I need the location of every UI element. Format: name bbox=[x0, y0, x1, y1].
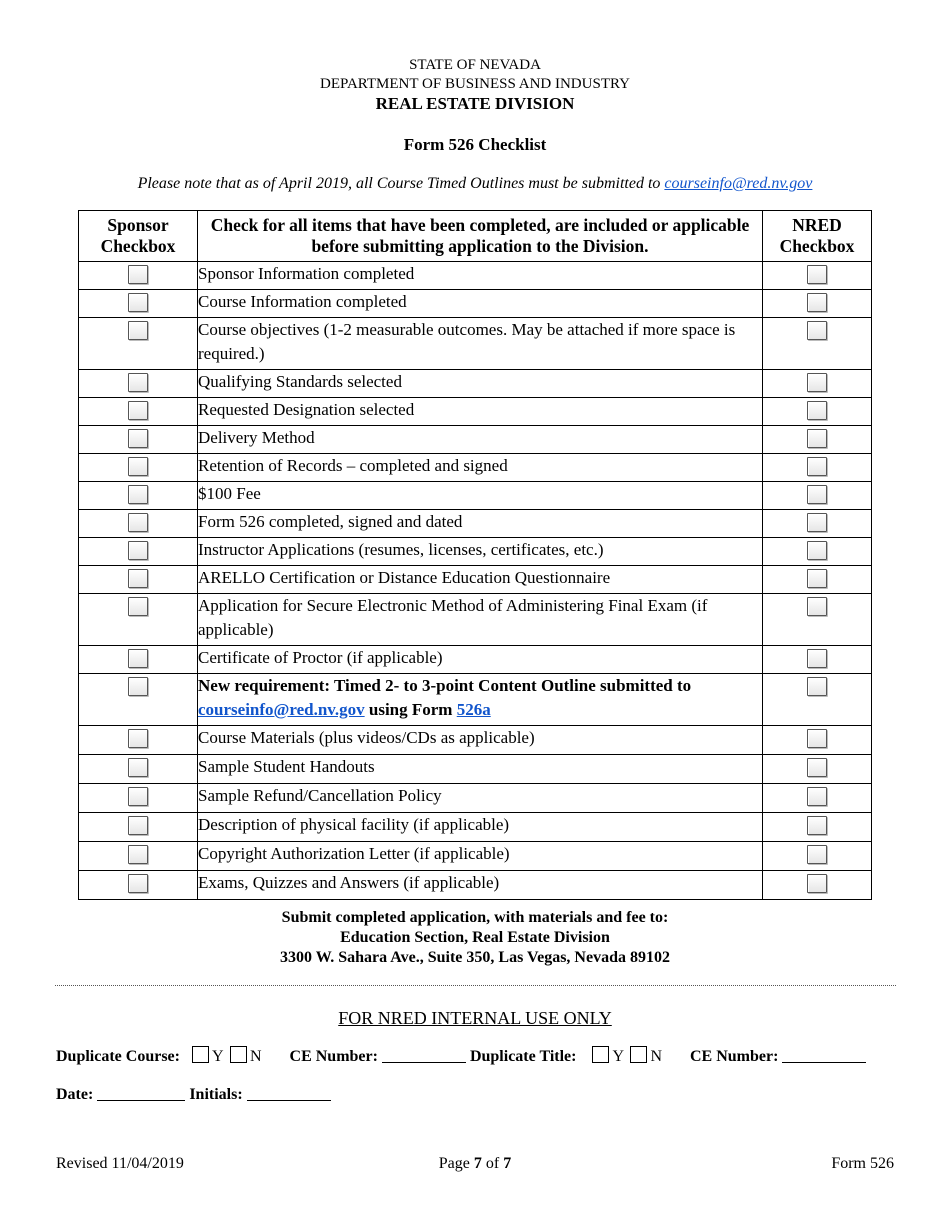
sponsor-checkbox-cell bbox=[79, 784, 198, 813]
sponsor-checkbox[interactable] bbox=[128, 321, 148, 340]
submit-line-2: Education Section, Real Estate Division bbox=[340, 929, 610, 946]
nred-checkbox[interactable] bbox=[807, 569, 827, 588]
sponsor-checkbox-cell bbox=[79, 426, 198, 454]
checklist-row bbox=[79, 426, 872, 454]
nred-checkbox[interactable] bbox=[807, 677, 827, 696]
checklist-row bbox=[79, 813, 872, 842]
checklist-header-row bbox=[79, 211, 872, 262]
nred-checkbox-cell bbox=[763, 482, 872, 510]
nred-checkbox-cell bbox=[763, 262, 872, 290]
sponsor-checkbox-cell bbox=[79, 871, 198, 900]
sponsor-checkbox-cell bbox=[79, 594, 198, 646]
sponsor-checkbox[interactable] bbox=[128, 787, 148, 806]
internal-use-title: FOR NRED INTERNAL USE ONLY bbox=[338, 1008, 612, 1028]
form-number: Form 526 bbox=[831, 1155, 894, 1172]
nred-checkbox-cell bbox=[763, 290, 872, 318]
nred-checkbox-cell bbox=[763, 398, 872, 426]
nred-checkbox[interactable] bbox=[807, 787, 827, 806]
checklist-item: Sample Refund/Cancellation Policy bbox=[198, 784, 763, 813]
checklist-row bbox=[79, 398, 872, 426]
nred-checkbox[interactable] bbox=[807, 293, 827, 312]
checklist-row bbox=[79, 594, 872, 646]
sponsor-checkbox[interactable] bbox=[128, 541, 148, 560]
timed-outline-note bbox=[0, 175, 950, 193]
nred-checkbox-cell bbox=[763, 594, 872, 646]
duplicate-title-no-label: N bbox=[650, 1048, 662, 1065]
checklist-item: Sponsor Information completed bbox=[198, 262, 763, 290]
revised-date: Revised 11/04/2019 bbox=[56, 1155, 184, 1172]
items-header: Check for all items that have been completed, are included or applicable before submitting application to the Division. bbox=[198, 211, 763, 262]
nred-checkbox-cell bbox=[763, 538, 872, 566]
sponsor-checkbox[interactable] bbox=[128, 649, 148, 668]
sponsor-checkbox-cell bbox=[79, 454, 198, 482]
nred-checkbox-cell bbox=[763, 318, 872, 370]
ce-number-field-2[interactable] bbox=[782, 1048, 866, 1063]
checklist-row bbox=[79, 318, 872, 370]
department-name: DEPARTMENT OF BUSINESS AND INDUSTRY bbox=[320, 76, 630, 92]
nred-checkbox[interactable] bbox=[807, 265, 827, 284]
sponsor-checkbox-cell bbox=[79, 370, 198, 398]
duplicate-course-no-checkbox[interactable] bbox=[230, 1046, 247, 1063]
sponsor-checkbox[interactable] bbox=[128, 758, 148, 777]
checklist-item: Description of physical facility (if applicable) bbox=[198, 813, 763, 842]
checklist-item: Retention of Records – completed and signed bbox=[198, 454, 763, 482]
duplicate-course-yes-label: Y bbox=[211, 1048, 223, 1065]
nred-checkbox-cell bbox=[763, 871, 872, 900]
nred-checkbox[interactable] bbox=[807, 541, 827, 560]
sponsor-checkbox[interactable] bbox=[128, 729, 148, 748]
nred-checkbox[interactable] bbox=[807, 845, 827, 864]
sponsor-checkbox-cell bbox=[79, 674, 198, 726]
sponsor-checkbox-cell bbox=[79, 538, 198, 566]
internal-row-duplicates bbox=[56, 1046, 866, 1066]
sponsor-checkbox-cell bbox=[79, 398, 198, 426]
nred-checkbox-cell bbox=[763, 646, 872, 674]
checklist-row bbox=[79, 454, 872, 482]
new-requirement-text: New requirement: Timed 2- to 3-point Content Outline submitted to bbox=[198, 676, 692, 695]
checklist-row bbox=[79, 482, 872, 510]
internal-row-date bbox=[56, 1086, 331, 1104]
checklist-row bbox=[79, 262, 872, 290]
nred-checkbox-cell bbox=[763, 755, 872, 784]
sponsor-checkbox-cell bbox=[79, 566, 198, 594]
sponsor-checkbox[interactable] bbox=[128, 485, 148, 504]
nred-checkbox-cell bbox=[763, 784, 872, 813]
submit-line-3: 3300 W. Sahara Ave., Suite 350, Las Vegas, Nevada 89102 bbox=[280, 949, 670, 966]
sponsor-checkbox[interactable] bbox=[128, 513, 148, 532]
sponsor-checkbox-cell bbox=[79, 510, 198, 538]
nred-checkbox-cell bbox=[763, 426, 872, 454]
checklist-row bbox=[79, 784, 872, 813]
nred-checkbox-header: NRED Checkbox bbox=[763, 211, 872, 262]
sponsor-checkbox-cell bbox=[79, 755, 198, 784]
sponsor-checkbox[interactable] bbox=[128, 816, 148, 835]
date-label: Date: bbox=[56, 1086, 94, 1103]
sponsor-checkbox[interactable] bbox=[128, 293, 148, 312]
sponsor-checkbox[interactable] bbox=[128, 677, 148, 696]
sponsor-checkbox[interactable] bbox=[128, 401, 148, 420]
sponsor-checkbox[interactable] bbox=[128, 569, 148, 588]
submit-line-1: Submit completed application, with materials and fee to: bbox=[281, 909, 669, 926]
new-requirement-middle: using Form bbox=[364, 700, 457, 719]
checklist-item: Course objectives (1-2 measurable outcomes. May be attached if more space is required.) bbox=[198, 318, 763, 370]
sponsor-checkbox[interactable] bbox=[128, 457, 148, 476]
nred-checkbox[interactable] bbox=[807, 597, 827, 616]
checklist-row bbox=[79, 871, 872, 900]
duplicate-title-yes-label: Y bbox=[612, 1048, 624, 1065]
ce-number-label-1: CE Number: bbox=[289, 1048, 378, 1065]
checklist-item: Application for Secure Electronic Method of Administering Final Exam (if applicable) bbox=[198, 594, 763, 646]
checklist-item: Copyright Authorization Letter (if applicable) bbox=[198, 842, 763, 871]
checklist-row bbox=[79, 755, 872, 784]
checklist-item: ARELLO Certification or Distance Education Questionnaire bbox=[198, 566, 763, 594]
sponsor-checkbox-cell bbox=[79, 262, 198, 290]
nred-checkbox-cell bbox=[763, 370, 872, 398]
nred-checkbox[interactable] bbox=[807, 373, 827, 392]
checklist-row bbox=[79, 726, 872, 755]
checklist-item: Requested Designation selected bbox=[198, 398, 763, 426]
nred-checkbox-cell bbox=[763, 510, 872, 538]
nred-checkbox[interactable] bbox=[807, 649, 827, 668]
nred-checkbox-cell bbox=[763, 566, 872, 594]
nred-checkbox-cell bbox=[763, 842, 872, 871]
page-number: Page 7 of 7 bbox=[438, 1155, 512, 1172]
nred-checkbox-cell bbox=[763, 726, 872, 755]
checklist-item: Instructor Applications (resumes, licenses, certificates, etc.) bbox=[198, 538, 763, 566]
new-requirement-email-link[interactable]: courseinfo@red.nv.gov bbox=[198, 700, 365, 719]
dotted-divider bbox=[55, 985, 896, 986]
sponsor-checkbox[interactable] bbox=[128, 265, 148, 284]
nred-checkbox-cell bbox=[763, 454, 872, 482]
checklist-item: Form 526 completed, signed and dated bbox=[198, 510, 763, 538]
nred-checkbox[interactable] bbox=[807, 816, 827, 835]
form-title: Form 526 Checklist bbox=[403, 135, 547, 154]
nred-checkbox[interactable] bbox=[807, 758, 827, 777]
checklist-item: Qualifying Standards selected bbox=[198, 370, 763, 398]
nred-checkbox[interactable] bbox=[807, 457, 827, 476]
checklist-row bbox=[79, 646, 872, 674]
document-header bbox=[0, 56, 950, 114]
sponsor-checkbox-header: Sponsor Checkbox bbox=[79, 211, 198, 262]
checklist-item: Course Materials (plus videos/CDs as applicable) bbox=[198, 726, 763, 755]
sponsor-checkbox[interactable] bbox=[128, 845, 148, 864]
checklist-table bbox=[78, 210, 872, 900]
sponsor-checkbox-cell bbox=[79, 482, 198, 510]
submit-instructions bbox=[0, 908, 950, 968]
checklist-row bbox=[79, 290, 872, 318]
courseinfo-email-link[interactable]: courseinfo@red.nv.gov bbox=[664, 175, 813, 192]
checklist-row bbox=[79, 510, 872, 538]
nred-checkbox[interactable] bbox=[807, 513, 827, 532]
nred-checkbox[interactable] bbox=[807, 321, 827, 340]
sponsor-checkbox[interactable] bbox=[128, 373, 148, 392]
checklist-item: Course Information completed bbox=[198, 290, 763, 318]
sponsor-checkbox-cell bbox=[79, 646, 198, 674]
checklist-item: Delivery Method bbox=[198, 426, 763, 454]
checklist-row bbox=[79, 674, 872, 726]
sponsor-checkbox-cell bbox=[79, 290, 198, 318]
nred-checkbox[interactable] bbox=[807, 874, 827, 893]
checklist-item: $100 Fee bbox=[198, 482, 763, 510]
checklist-item bbox=[198, 674, 763, 726]
note-text: Please note that as of April 2019, all Course Timed Outlines must be submitted to bbox=[137, 175, 665, 192]
duplicate-title-label: Duplicate Title: bbox=[469, 1048, 577, 1065]
duplicate-title-yes-checkbox[interactable] bbox=[592, 1046, 609, 1063]
checklist-item: Certificate of Proctor (if applicable) bbox=[198, 646, 763, 674]
sponsor-checkbox[interactable] bbox=[128, 597, 148, 616]
sponsor-checkbox-cell bbox=[79, 726, 198, 755]
nred-checkbox[interactable] bbox=[807, 401, 827, 420]
ce-number-label-2: CE Number: bbox=[690, 1048, 779, 1065]
nred-checkbox[interactable] bbox=[807, 429, 827, 448]
state-name: STATE OF NEVADA bbox=[409, 57, 541, 73]
sponsor-checkbox[interactable] bbox=[128, 874, 148, 893]
duplicate-course-no-label: N bbox=[249, 1048, 262, 1065]
nred-checkbox[interactable] bbox=[807, 729, 827, 748]
sponsor-checkbox-cell bbox=[79, 813, 198, 842]
nred-checkbox[interactable] bbox=[807, 485, 827, 504]
sponsor-checkbox-cell bbox=[79, 318, 198, 370]
checklist-item: Exams, Quizzes and Answers (if applicable) bbox=[198, 871, 763, 900]
duplicate-course-yes-checkbox[interactable] bbox=[192, 1046, 209, 1063]
date-field[interactable] bbox=[97, 1086, 185, 1101]
nred-checkbox-cell bbox=[763, 674, 872, 726]
initials-label: Initials: bbox=[189, 1086, 243, 1103]
form-526a-link[interactable]: 526a bbox=[456, 700, 491, 719]
sponsor-checkbox-cell bbox=[79, 842, 198, 871]
division-name: REAL ESTATE DIVISION bbox=[375, 94, 575, 113]
checklist-row bbox=[79, 842, 872, 871]
ce-number-field-1[interactable] bbox=[382, 1048, 466, 1063]
initials-field[interactable] bbox=[247, 1086, 331, 1101]
nred-checkbox-cell bbox=[763, 813, 872, 842]
duplicate-title-no-checkbox[interactable] bbox=[630, 1046, 647, 1063]
checklist-row bbox=[79, 370, 872, 398]
checklist-item: Sample Student Handouts bbox=[198, 755, 763, 784]
checklist-row bbox=[79, 538, 872, 566]
sponsor-checkbox[interactable] bbox=[128, 429, 148, 448]
duplicate-course-label: Duplicate Course: bbox=[56, 1048, 180, 1065]
checklist-row bbox=[79, 566, 872, 594]
